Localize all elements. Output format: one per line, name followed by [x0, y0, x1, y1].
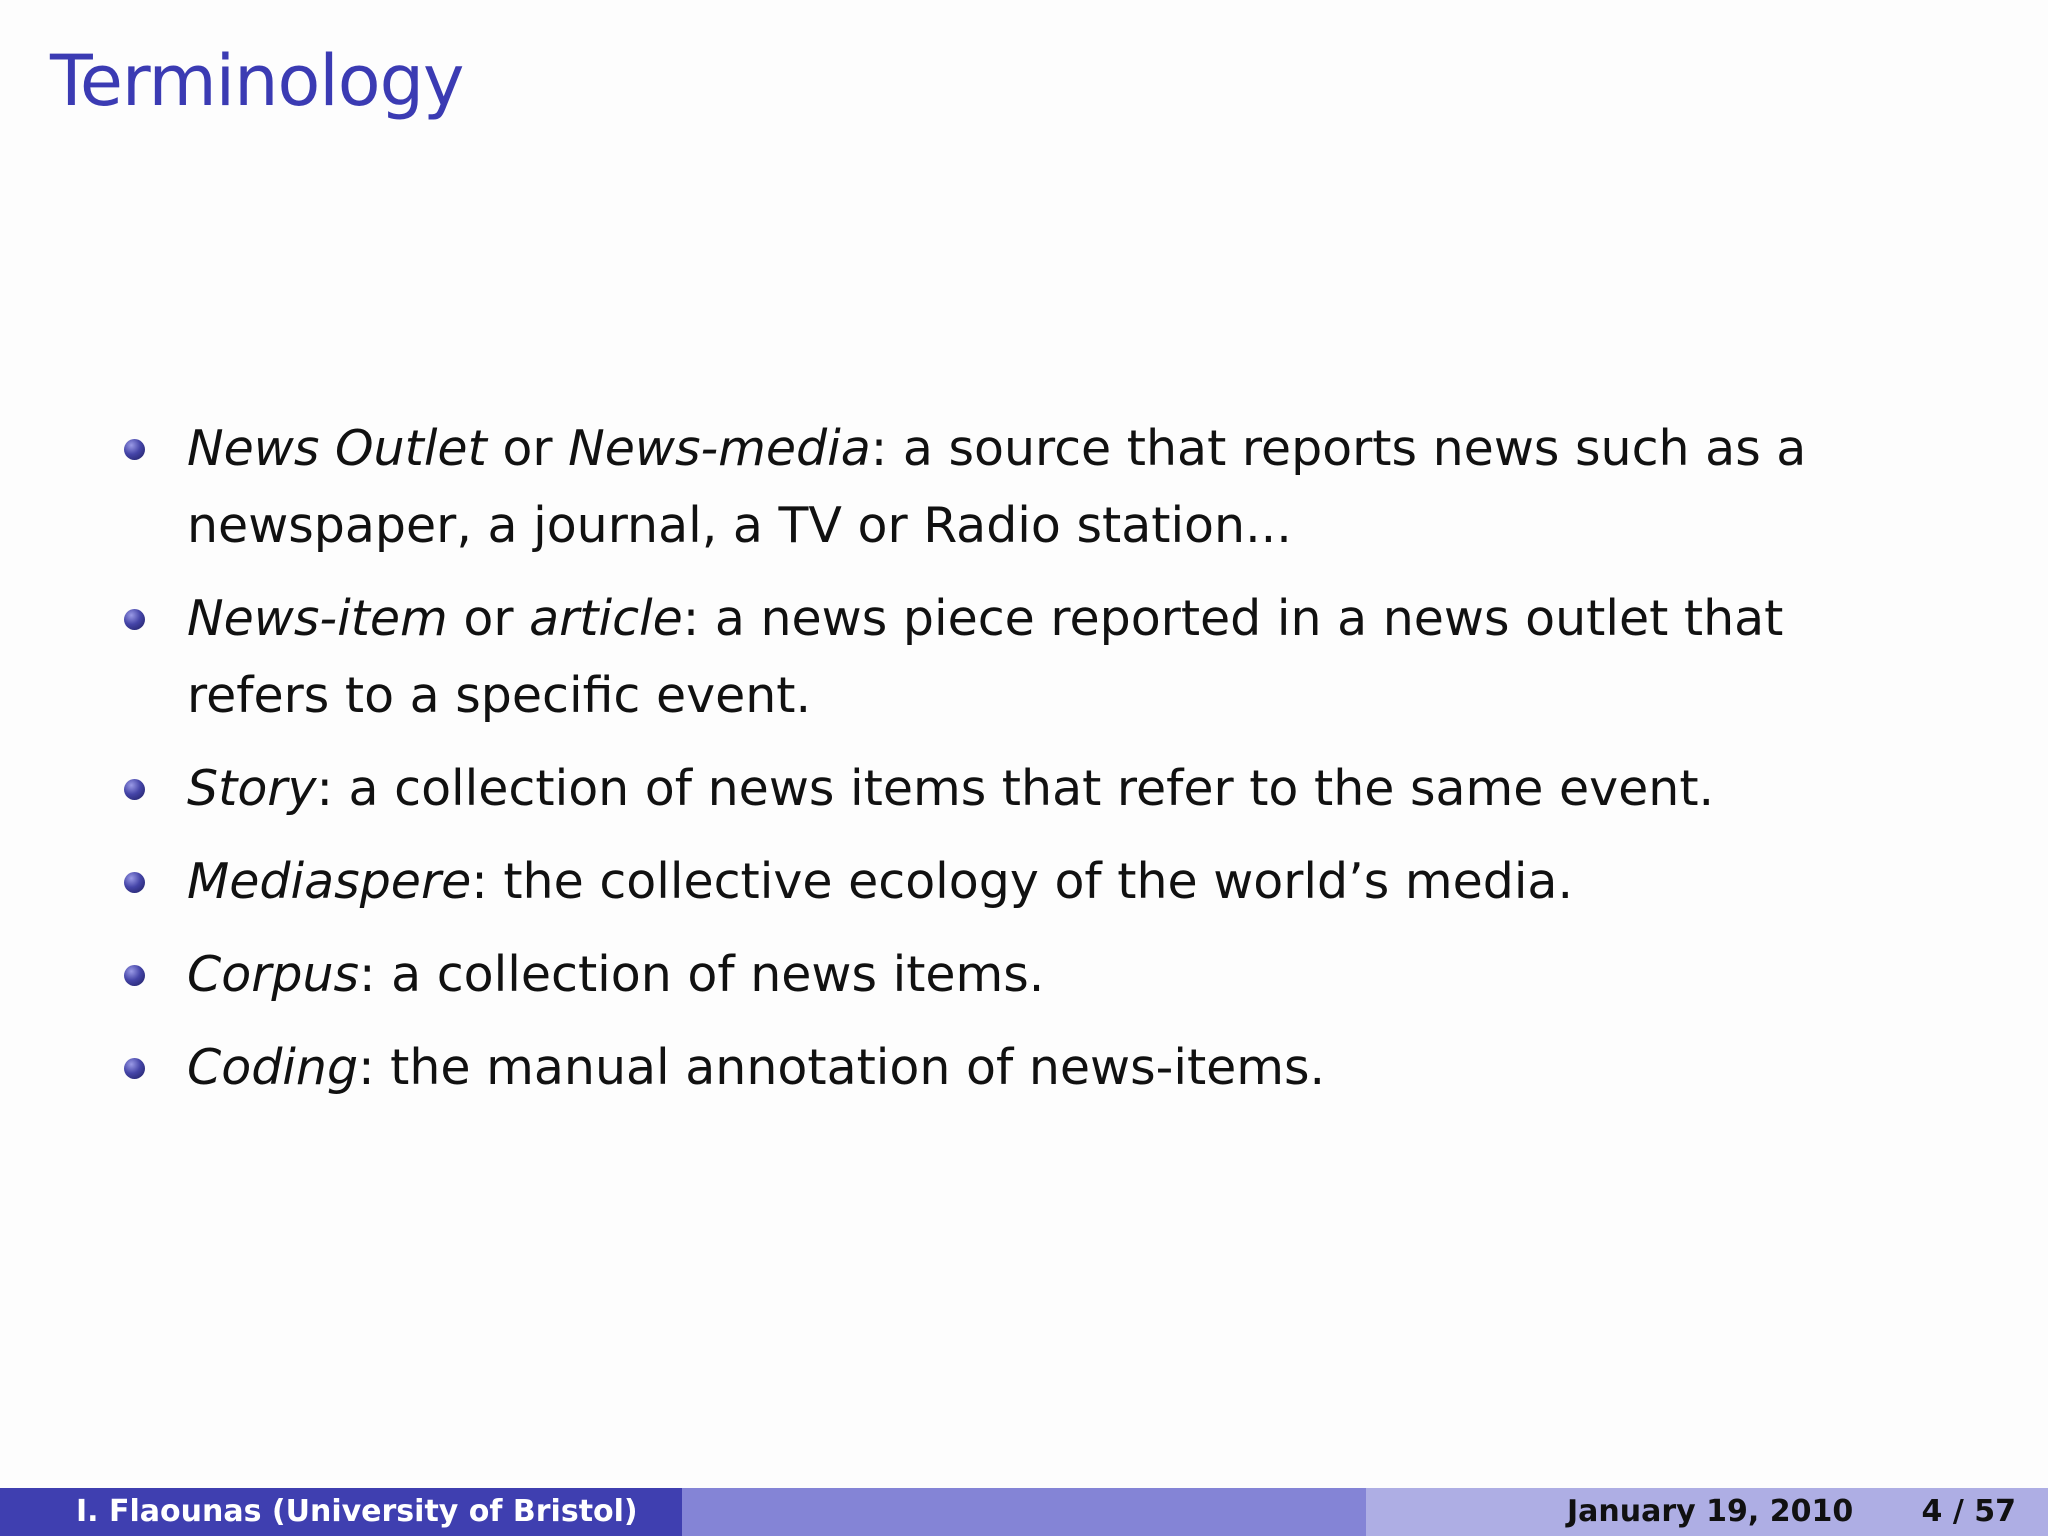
item-text: or: [447, 590, 530, 647]
bullet-icon: [124, 1058, 145, 1079]
term-story: Story: [187, 760, 317, 817]
footer-author: I. Flaounas (University of Bristol): [0, 1488, 682, 1536]
footer-info: [1366, 1488, 2048, 1536]
term-news-item: News-item: [187, 590, 448, 647]
item-definition: : the manual annotation of news-items.: [358, 1039, 1326, 1096]
term-news-media: News-media: [568, 420, 871, 477]
list-item: [120, 936, 1920, 1013]
footer-bar: [0, 1488, 2048, 1536]
bullet-icon: [124, 609, 145, 630]
item-definition: : the collective ecology of the world’s media.: [471, 853, 1574, 910]
slide-title: Terminology: [50, 40, 464, 122]
term-mediaspere: Mediaspere: [187, 853, 472, 910]
page-number: 4 / 57: [1921, 1494, 2016, 1529]
list-item: [120, 843, 1920, 920]
list-item: [120, 750, 1920, 827]
item-definition: : a collection of news items.: [359, 946, 1045, 1003]
term-news-outlet: News Outlet: [187, 420, 487, 477]
terminology-list: [120, 410, 1920, 1122]
item-definition: : a news piece reported in a news outlet that refers to a specific event.: [187, 590, 1784, 724]
bullet-icon: [124, 872, 145, 893]
list-item: [120, 580, 1920, 734]
list-item: [120, 410, 1920, 564]
term-article: article: [529, 590, 683, 647]
bullet-icon: [124, 779, 145, 800]
footer-title-band: [682, 1488, 1366, 1536]
bullet-icon: [124, 439, 145, 460]
term-corpus: Corpus: [187, 946, 360, 1003]
term-coding: Coding: [187, 1039, 359, 1096]
footer-date: January 19, 2010: [1567, 1494, 1854, 1529]
item-text: or: [486, 420, 569, 477]
bullet-icon: [124, 965, 145, 986]
item-definition: : a source that reports news such as a newspaper, a journal, a TV or Radio station...: [187, 420, 1807, 554]
item-definition: : a collection of news items that refer to the same event.: [316, 760, 1715, 817]
list-item: [120, 1029, 1920, 1106]
